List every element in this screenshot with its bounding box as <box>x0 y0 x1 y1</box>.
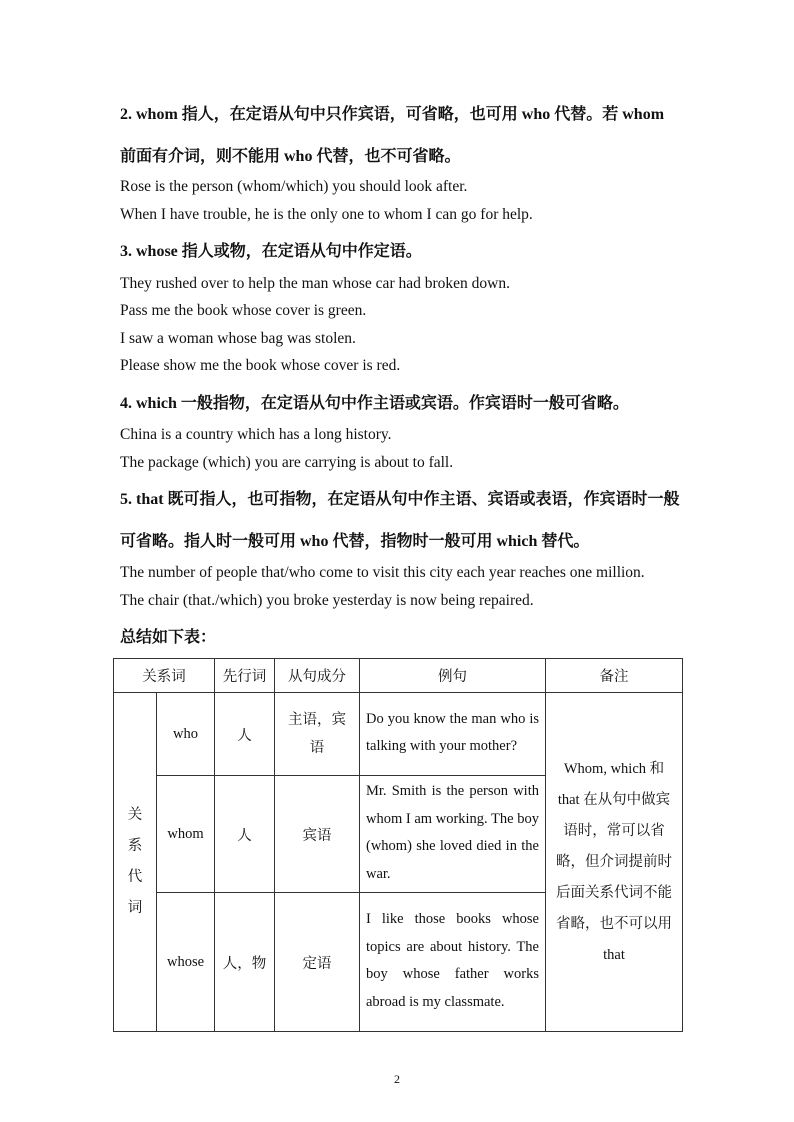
that-example-2: The chair (that./which) you broke yesterday is now being repaired. <box>120 592 534 609</box>
group-label-text: 关系代词 <box>127 807 143 916</box>
row-role: 定语 <box>275 893 360 1032</box>
summary-intro: 总结如下表： <box>120 629 217 646</box>
section-which-header: 4. which 一般指物，在定语从句中作主语或宾语。作宾语时一般可省略。 <box>120 395 629 412</box>
which-example-2: The package (which) you are carrying is about to fall. <box>120 454 454 471</box>
section-that-header-line-2: 可省略。指人时一般可用 who 代替，指物时一般可用 which 替代。 <box>120 533 590 550</box>
header-example: 例句 <box>360 659 546 693</box>
section-whom-header-line-2: 前面有介词，则不能用 who 代替，也不可省略。 <box>120 148 461 165</box>
section-that-header-line-1: 5. that 既可指人，也可指物，在定语从句中作主语、宾语或表语，作宾语时一般 <box>120 491 680 508</box>
row-example: Mr. Smith is the person with whom I am working. The boy (whom) she loved died in the war. <box>360 776 546 893</box>
section-whom-header-line-1: 2. whom 指人，在定语从句中只作宾语，可省略，也可用 who 代替。若 whom <box>120 106 665 123</box>
whom-example-1: Rose is the person (whom/which) you should look after. <box>120 178 468 195</box>
row-antecedent: 人，物 <box>215 893 275 1032</box>
table-header-row <box>114 659 683 693</box>
row-antecedent: 人 <box>215 693 275 776</box>
row-word: whose <box>157 893 215 1032</box>
which-example-1: China is a country which has a long history. <box>120 426 392 443</box>
relative-pronoun-summary-table <box>113 658 683 1032</box>
remark-cell: Whom, which 和 that 在从句中做宾语时，常可以省略，但介词提前时后面关系代词不能省略，也不可以用 that <box>546 693 683 1032</box>
row-role: 主语，宾语 <box>275 693 360 776</box>
whose-example-1: They rushed over to help the man whose car had broken down. <box>120 275 510 292</box>
header-antecedent: 先行词 <box>215 659 275 693</box>
that-example-1: The number of people that/who come to visit this city each year reaches one million. <box>120 564 645 581</box>
header-clause-role: 从句成分 <box>275 659 360 693</box>
row-example: Do you know the man who is talking with your mother? <box>360 693 546 776</box>
whose-example-4: Please show me the book whose cover is red. <box>120 357 401 374</box>
row-role: 宾语 <box>275 776 360 893</box>
row-word: whom <box>157 776 215 893</box>
whose-example-2: Pass me the book whose cover is green. <box>120 302 367 319</box>
row-example: I like those books whose topics are about history. The boy whose father works abroad is my classmate. <box>360 893 546 1032</box>
whom-example-2: When I have trouble, he is the only one to whom I can go for help. <box>120 206 533 223</box>
group-label-relative-pronoun <box>114 693 157 1032</box>
header-remark: 备注 <box>546 659 683 693</box>
row-word: who <box>157 693 215 776</box>
section-whose-header: 3. whose 指人或物，在定语从句中作定语。 <box>120 243 422 260</box>
page-number: 2 <box>394 1072 400 1086</box>
header-relative-word: 关系词 <box>114 659 215 693</box>
row-antecedent: 人 <box>215 776 275 893</box>
whose-example-3: I saw a woman whose bag was stolen. <box>120 330 356 347</box>
table-row <box>114 693 683 776</box>
